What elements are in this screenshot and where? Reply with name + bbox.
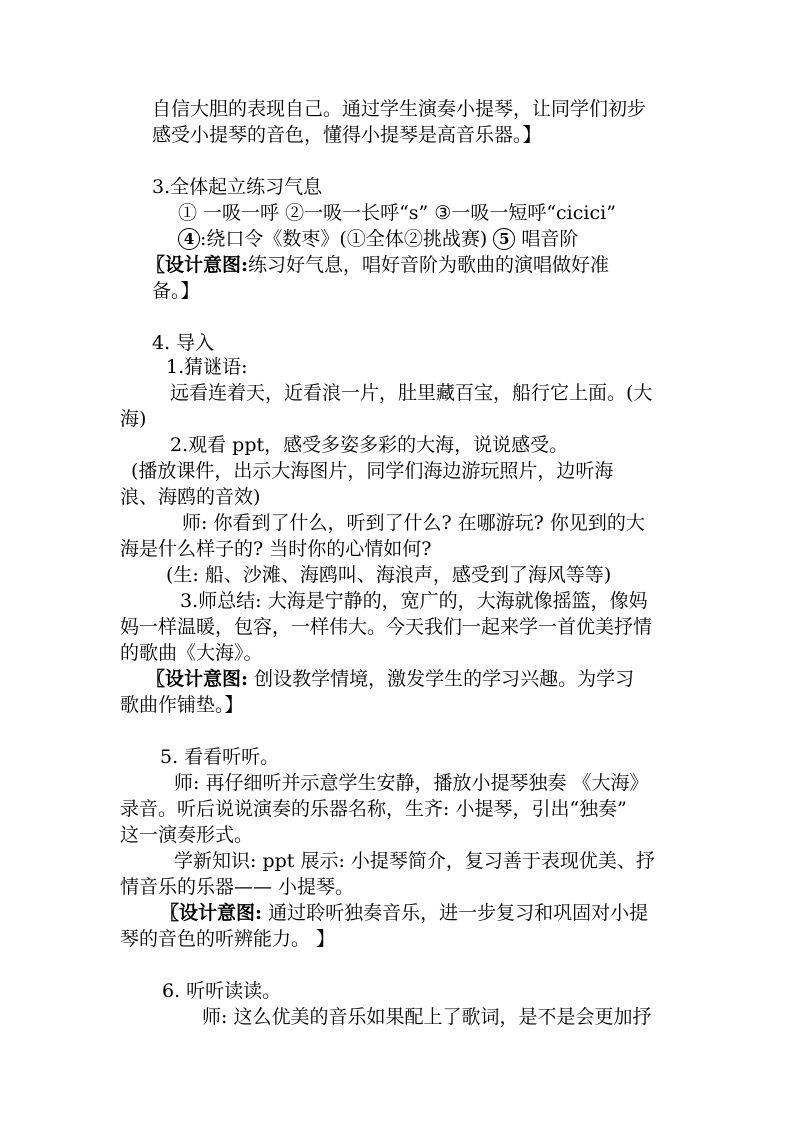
design-intent-text: 创设教学情境，激发学生的学习兴趣。为学习 xyxy=(254,668,635,690)
step-5-text: 唱音阶 xyxy=(521,228,579,250)
intro-line-2: 感受小提琴的音色，懂得小提琴是高音乐器。】 xyxy=(152,124,542,146)
summary-3: 的歌曲《大海》。 xyxy=(120,642,263,664)
step-4-circle: 4 xyxy=(178,228,200,250)
design-intent-3-cont: 备。】 xyxy=(152,280,200,302)
design-intent-4 xyxy=(146,666,634,692)
section-6-heading: 6. 听听读读。 xyxy=(162,980,282,1002)
design-intent-text: 通过聆听独奏音乐，进一步复习和巩固对小提 xyxy=(268,902,649,924)
design-intent-label: 〖设计意图: xyxy=(146,254,249,276)
intro-line-1: 自信大胆的表现自己。通过学生演奏小提琴，让同学们初步 xyxy=(152,98,647,120)
design-intent-label: 〖设计意图: xyxy=(160,902,263,924)
ppt-item: 2.观看 ppt，感受多姿多彩的大海，说说感受。 xyxy=(170,434,569,456)
riddle-title: 1.猜谜语: xyxy=(166,356,248,378)
section-5-teacher-1: 师: 再仔细听并示意学生安静，播放小提琴独奏 《大海》 xyxy=(174,772,649,794)
section-5-learn-2: 情音乐的乐器—— 小提琴。 xyxy=(120,876,355,898)
ppt-note-2: 浪、海鸥的音效) xyxy=(120,486,261,508)
design-intent-3 xyxy=(146,252,609,278)
summary-2: 妈一样温暖，包容，一样伟大。今天我们一起来学一首优美抒情 xyxy=(120,616,653,638)
breathing-steps: ① 一吸一呼 ②一吸一长呼“s” ③一吸一短呼“cicici” xyxy=(178,202,616,224)
design-intent-5 xyxy=(160,900,648,926)
section-4-heading: 4. 导入 xyxy=(152,332,215,354)
design-intent-label: 〖设计意图: xyxy=(146,668,249,690)
riddle-text-cont: 海) xyxy=(120,408,147,430)
riddle-text: 远看连着天，近看浪一片，肚里藏百宝，船行它上面。(大 xyxy=(170,382,653,404)
section-6-teacher-1: 师: 这么优美的音乐如果配上了歌词，是不是会更加抒 xyxy=(202,1006,652,1028)
breathing-steps-2 xyxy=(178,226,578,252)
teacher-question-2: 海是什么样子的? 当时你的心情如何? xyxy=(120,538,432,560)
section-5-teacher-2: 录音。听后说说演奏的乐器名称，生齐: 小提琴，引出“独奏” xyxy=(120,798,627,820)
design-intent-4-cont: 歌曲作铺垫。】 xyxy=(120,694,244,716)
step-4-text: :绕口令《数枣》(①全体②挑战赛) xyxy=(200,228,488,250)
student-answer: (生: 船、沙滩、海鸥叫、海浪声，感受到了海风等等) xyxy=(166,564,612,586)
section-5-heading: 5. 看看听听。 xyxy=(160,746,280,768)
step-5-circle: 5 xyxy=(493,228,515,250)
design-intent-5-cont: 琴的音色的听辨能力。 】 xyxy=(120,928,336,950)
section-5-learn-1: 学新知识: ppt 展示: 小提琴简介，复习善于表现优美、抒 xyxy=(174,850,655,872)
design-intent-text: 练习好气息，唱好音阶为歌曲的演唱做好准 xyxy=(248,254,610,276)
summary-1: 3.师总结: 大海是宁静的，宽广的，大海就像摇篮，像妈 xyxy=(180,590,648,612)
section-3-heading: 3.全体起立练习气息 xyxy=(152,176,323,198)
ppt-note-1: (播放课件，出示大海图片，同学们海边游玩照片，边听海 xyxy=(131,460,614,482)
section-5-teacher-3: 这一演奏形式。 xyxy=(120,824,254,846)
teacher-question-1: 师: 你看到了什么，听到了什么? 在哪游玩? 你见到的大 xyxy=(182,512,645,534)
